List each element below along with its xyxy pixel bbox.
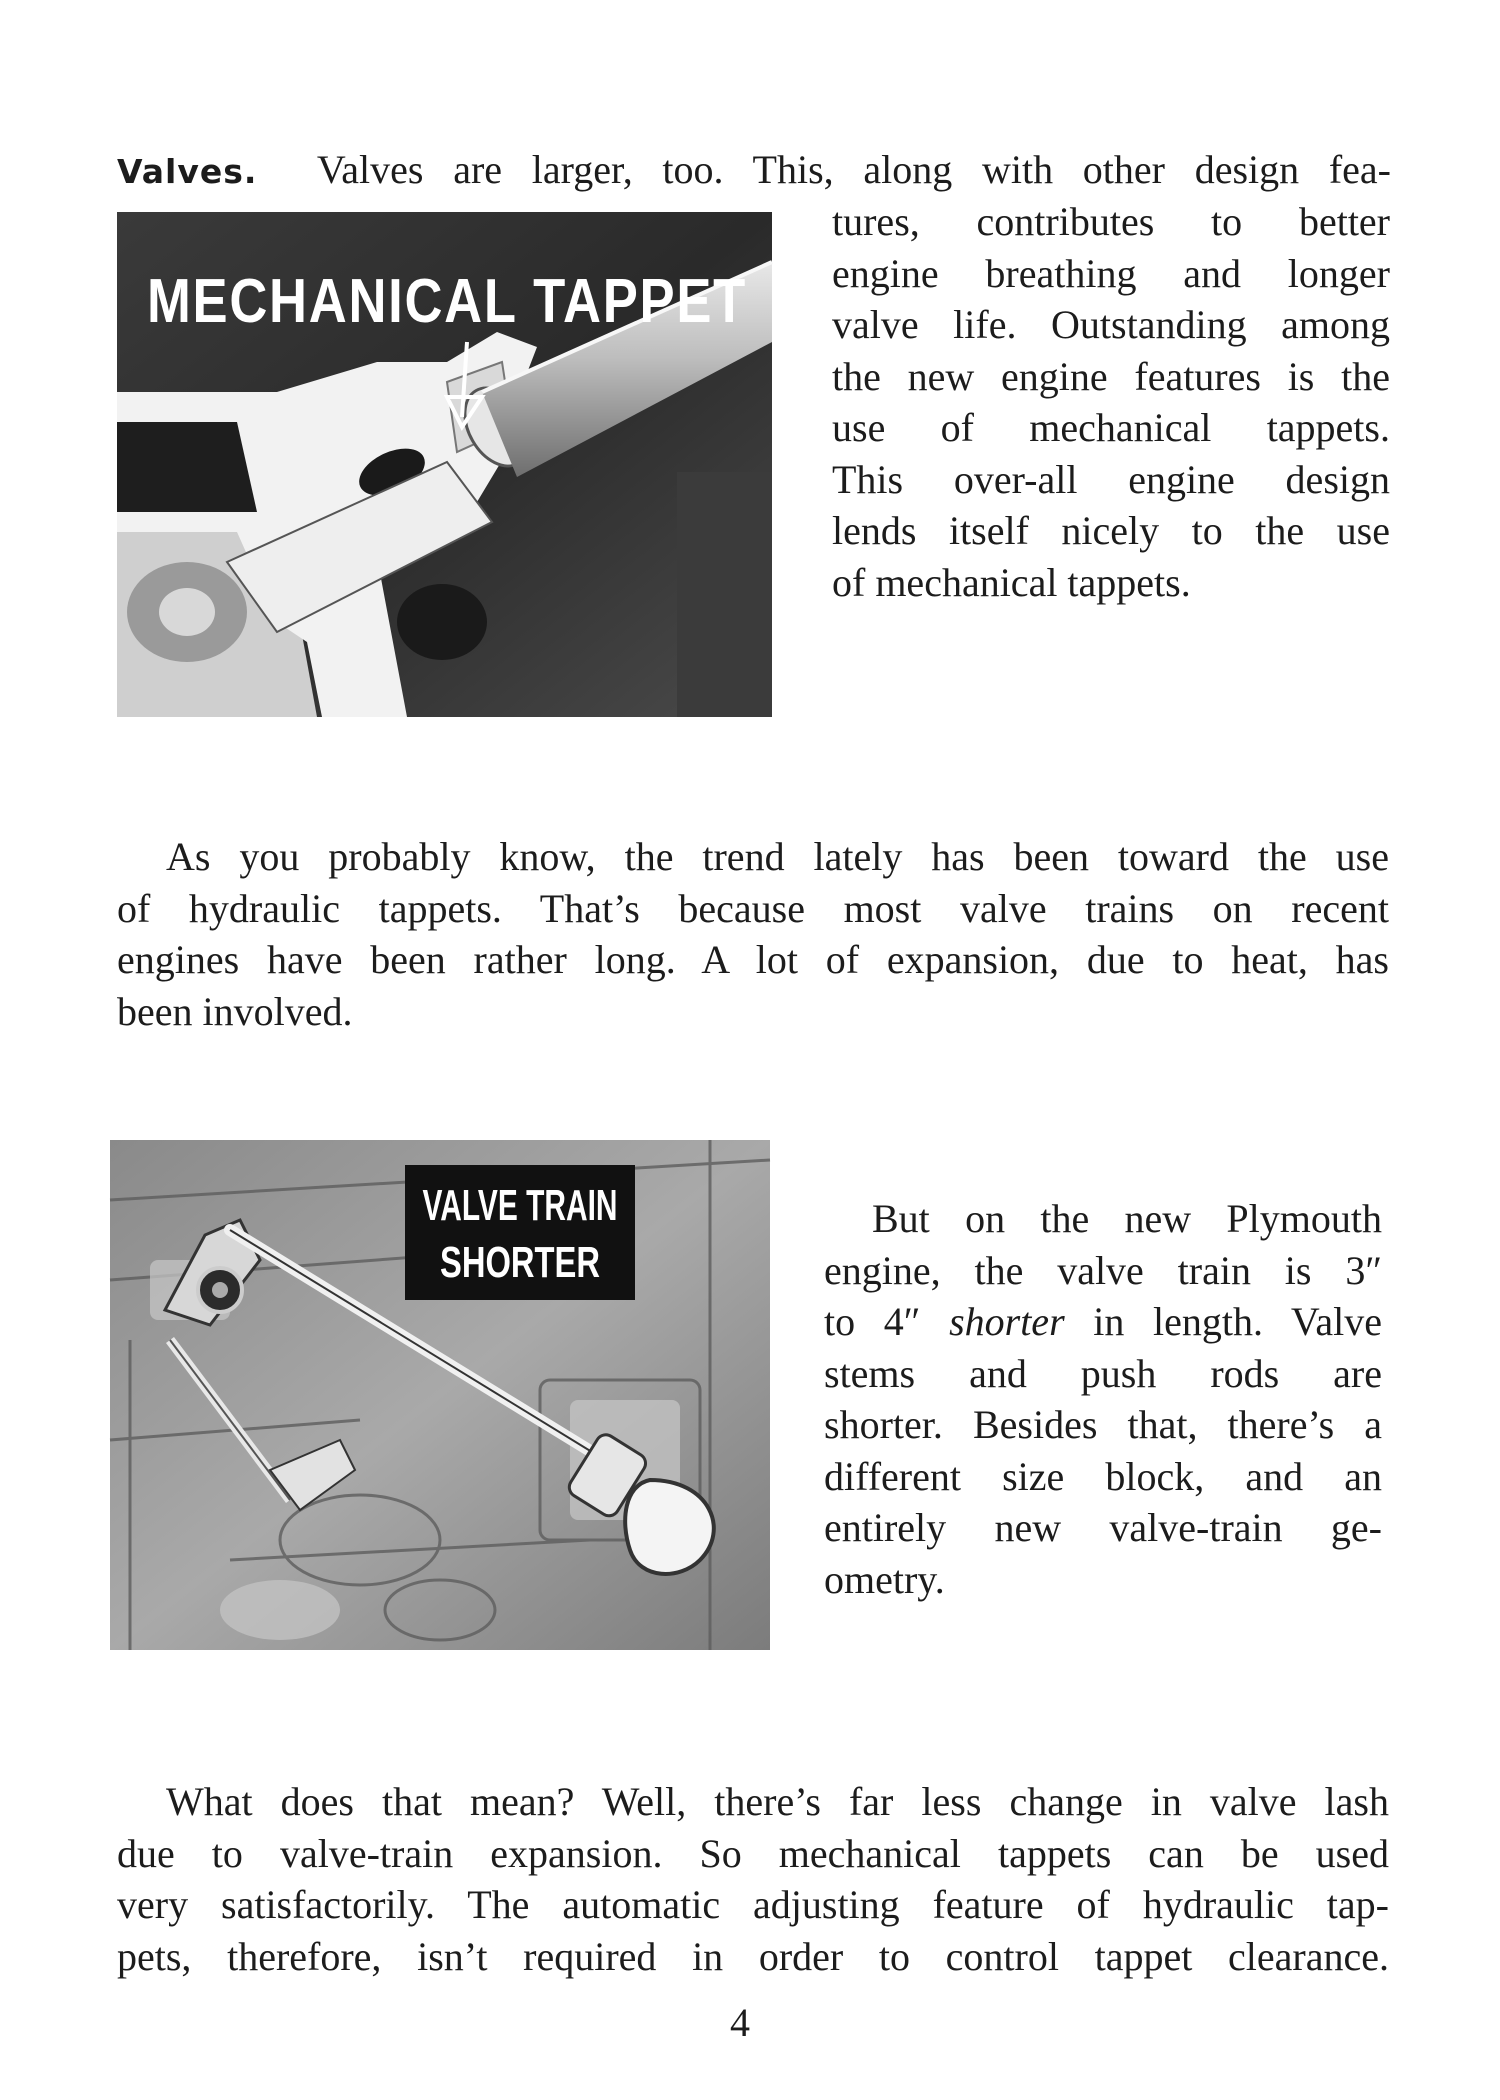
valve-train-caption-line1: VALVE TRAIN — [422, 1181, 618, 1230]
text-line: lends itself nicely to the use — [832, 508, 1390, 553]
run-in-heading: Valves. — [117, 152, 258, 191]
section1-first-line-text: Valves are larger, too. This, along with other design fea- — [316, 147, 1391, 192]
text-line: very satisfactorily. The automatic adjusting feature of hydraulic tap- — [117, 1882, 1389, 1927]
paragraph-valve-lash — [117, 1776, 1389, 1982]
mechanical-tappet-figure — [117, 212, 772, 717]
page-number: 4 — [730, 2000, 750, 2045]
valve-train-caption-line2: SHORTER — [440, 1238, 600, 1287]
text-line: engines have been rather long. A lot of expansion, due to heat, has — [117, 937, 1389, 982]
text-line: stems and push rods are — [824, 1350, 1382, 1396]
text-line: of hydraulic tappets. That’s because most valve trains on recent — [117, 885, 1389, 931]
section3-body — [824, 1193, 1382, 1605]
section1-first-line — [117, 144, 1391, 198]
valve-train-figure — [110, 1140, 770, 1650]
text-line: been involved. — [117, 988, 353, 1034]
text-line: tures, contributes to better — [832, 199, 1390, 244]
text-line: valve life. Outstanding among — [832, 302, 1390, 347]
text-line: ometry. — [824, 1556, 945, 1602]
text-line: engine breathing and longer — [832, 250, 1390, 296]
text-line: This over-all engine design — [832, 456, 1390, 502]
mechanical-tappet-caption: MECHANICAL TAPPET — [147, 267, 747, 336]
text-line: of mechanical tappets. — [832, 559, 1191, 605]
text-line: pets, therefore, isn’t required in order to control tappet clearance. — [117, 1933, 1389, 1979]
section1-body — [832, 196, 1390, 608]
text-line: the new engine features is the — [832, 353, 1390, 399]
paragraph-hydraulic-tappets — [117, 831, 1389, 1037]
text-line: What does that mean? Well, there’s far less change in valve lash — [166, 1779, 1389, 1824]
text-line: engine, the valve train is 3″ — [824, 1247, 1382, 1293]
text-line: to 4″ shorter in length. Valve — [824, 1299, 1382, 1344]
text-line: different size block, and an — [824, 1453, 1382, 1499]
text-line: due to valve-train expansion. So mechanical tappets can be used — [117, 1830, 1389, 1876]
emphasis-shorter: shorter — [949, 1299, 1065, 1344]
text-line: use of mechanical tappets. — [832, 405, 1390, 450]
text-line: But on the new Plymouth — [872, 1196, 1382, 1241]
text-line: As you probably know, the trend lately has been toward the use — [166, 834, 1389, 879]
text-line: entirely new valve-train ge- — [824, 1505, 1382, 1550]
text-line: shorter. Besides that, there’s a — [824, 1402, 1382, 1447]
